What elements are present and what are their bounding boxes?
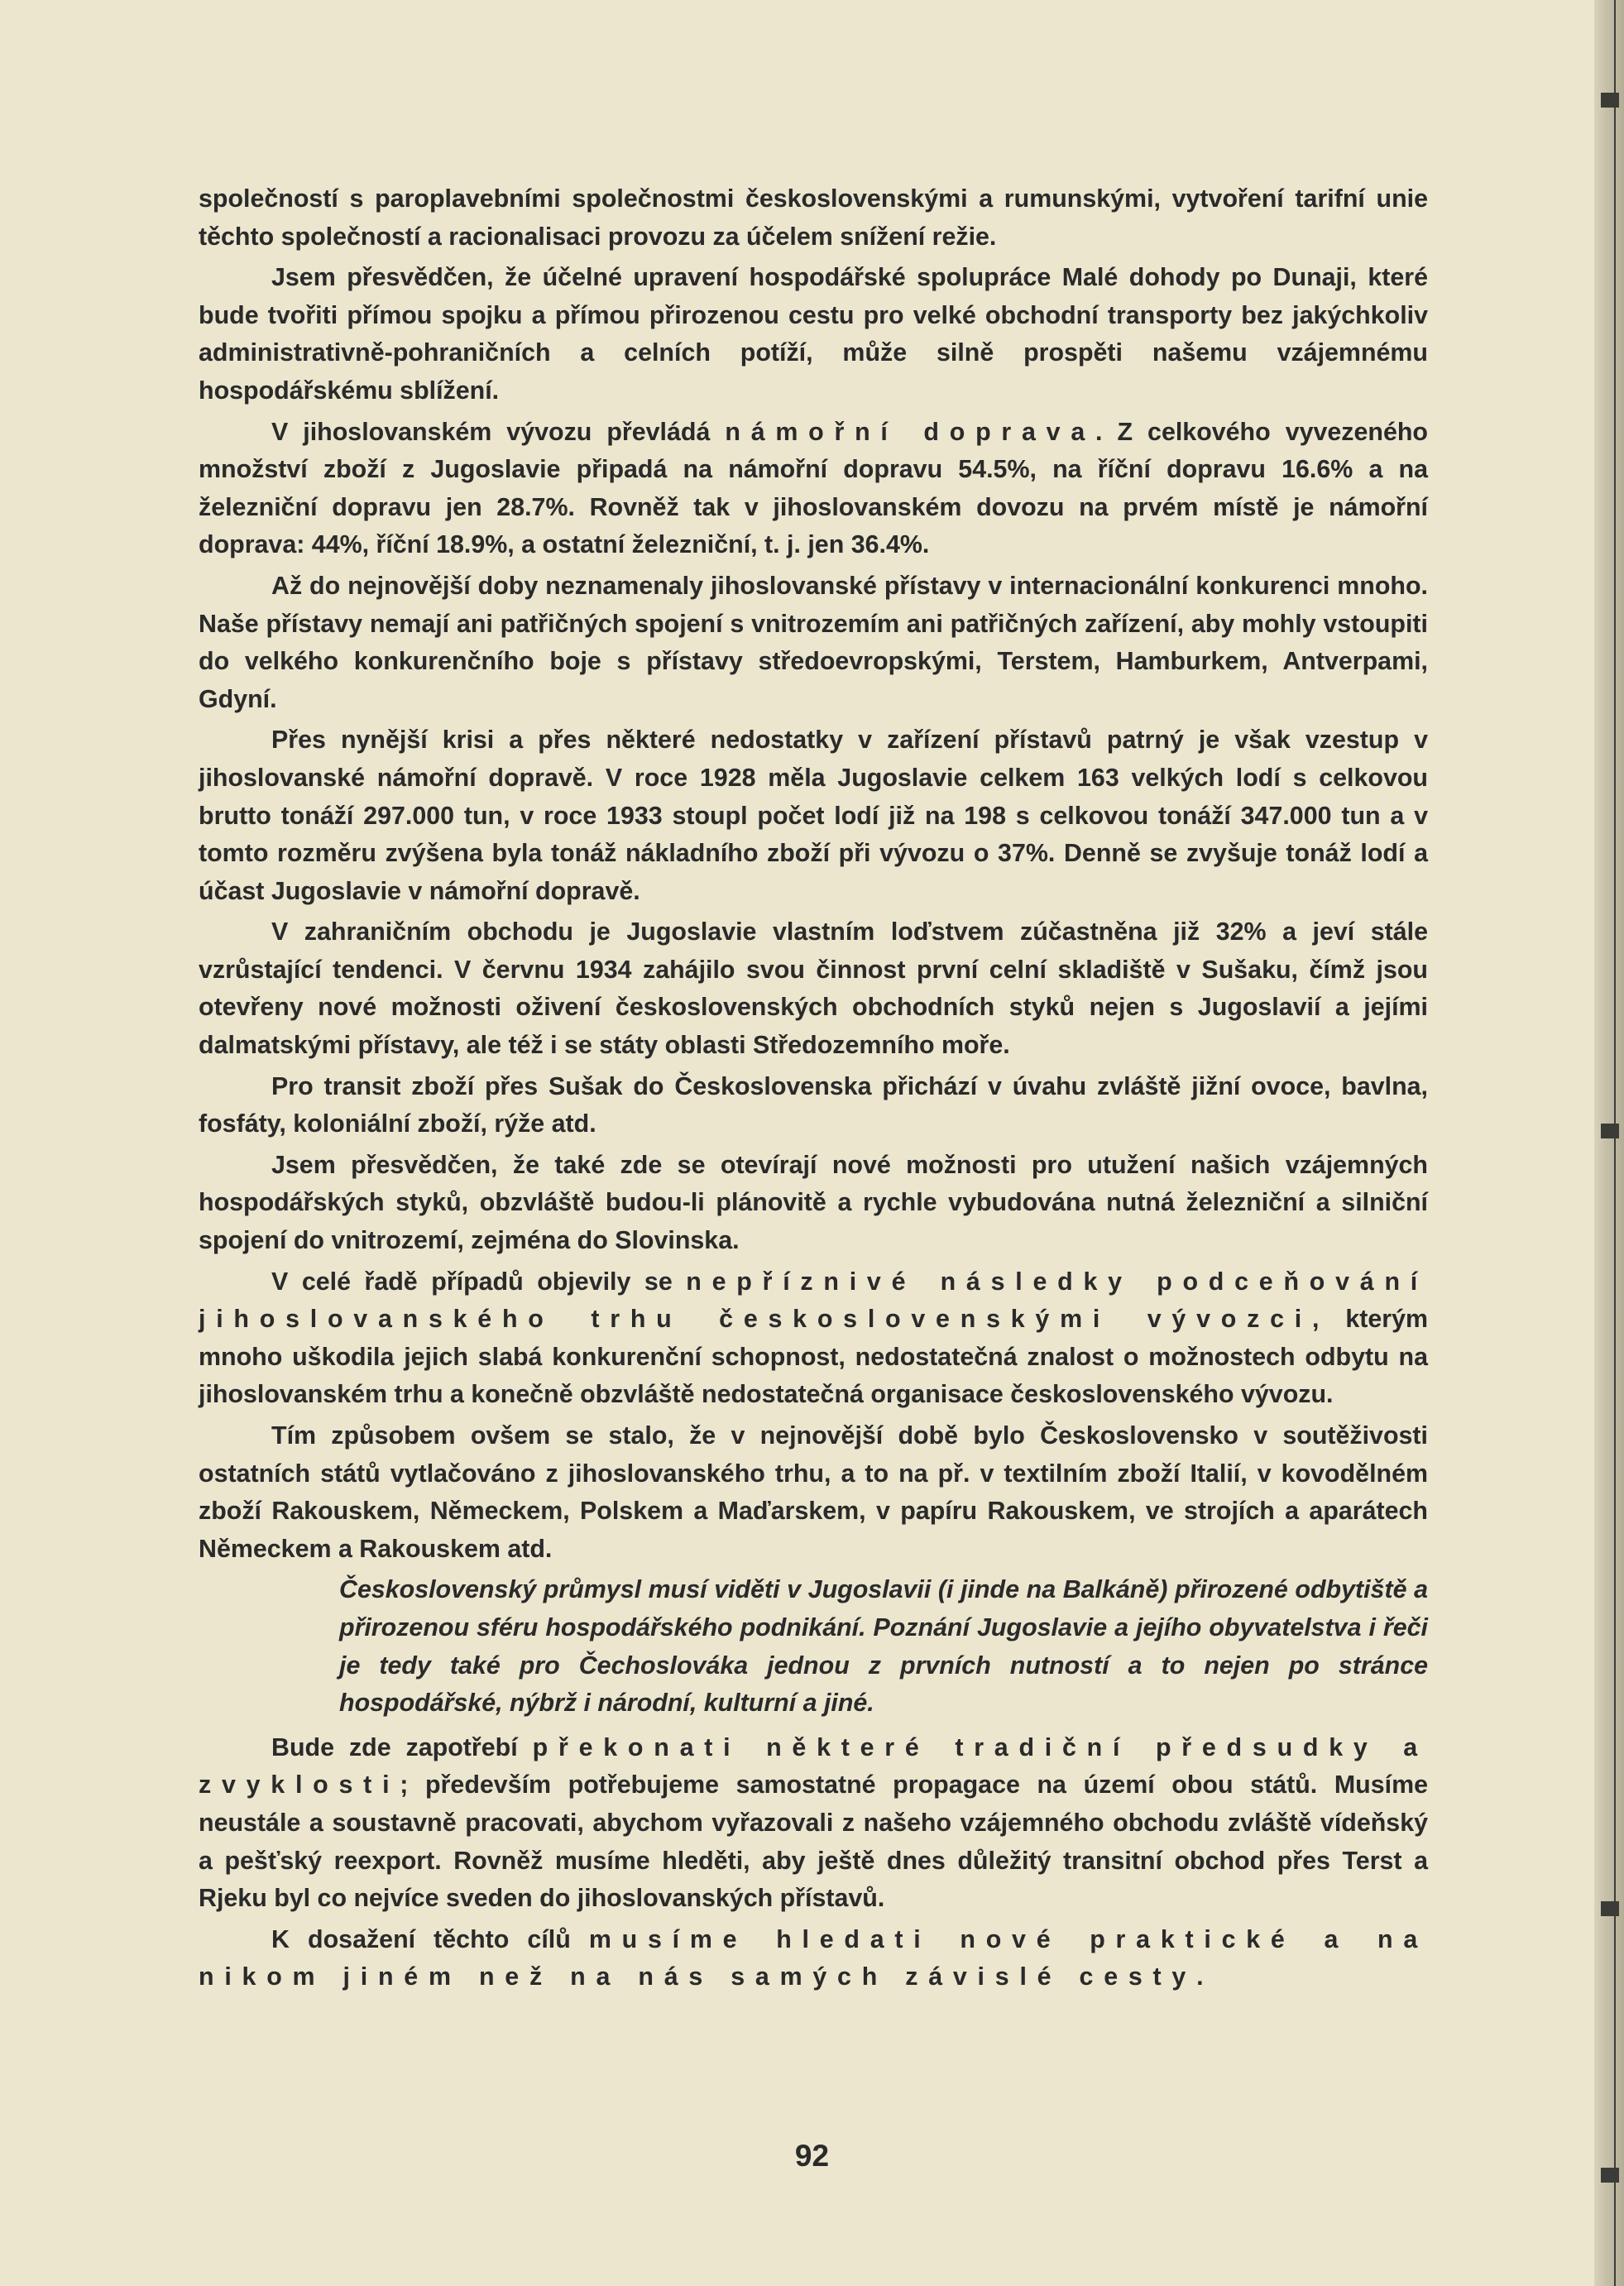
italic-quote: Československý průmysl musí viděti v Jugoslavii (i jinde na Balkáně) přirozené odbytiště a přirozenou sféru hospodářského podnikání. Poznání Jugoslavie a jejího obyvatelstva i řeči je tedy také pro Čechoslováka jednou z prvních nutností a to nejen po stránce hospodářské, nýbrž i národní, kulturní a jiné.: [339, 1575, 1428, 1718]
spaced-emphasis: námořní doprava: [725, 417, 1096, 446]
edge-tab-mark: [1601, 1124, 1619, 1138]
paragraph: V zahraničním obchodu je Jugoslavie vlastním loďstvem zúčastněna již 32% a jeví stále vzrůstající tendenci. V červnu 1934 zahájilo svou činnost první celní skladiště v Sušaku, čímž jsou otevřeny nové možnosti oživení československých obchodních styků nejen s Jugoslavií a jejími dalmatskými přístavy, ale též i se státy oblasti Středozemního moře.: [199, 918, 1428, 1060]
paragraph: Pro transit zboží přes Sušak do Československa přichází v úvahu zvláště jižní ovoce, bavlna, fosfáty, koloniální zboží, rýže atd.: [199, 1071, 1428, 1138]
paragraph: Jsem přesvědčen, že také zde se otevírají nové možnosti pro utužení našich vzájemných hospodářských styků, obzvláště budou-li plánovitě a rychle vybudována nutná železniční a silniční spojení do vnitrozemí, zejména do Slovinska.: [199, 1150, 1428, 1255]
paragraph: společností s paroplavebními společnostmi československými a rumunskými, vytvoření tarifní unie těchto společností a racionalisaci provozu za účelem snížení režie.: [199, 185, 1428, 251]
page-number: 92: [794, 2139, 830, 2173]
paragraph: Jsem přesvědčen, že účelné upravení hospodářské spolupráce Malé dohody po Dunaji, které bude tvořiti přímou spojku a přímou přirozenou cestu pro velké obchodní transporty bez jakýchkoliv administrativně-pohraničních a celních potíží, může silně prospěti našemu vzájemnému hospodářskému sblížení.: [199, 263, 1428, 405]
paragraph: V jihoslovanském vývozu převládá námořní doprava. Z celkového vyvezeného množství zboží z Jugoslavie připadá na námořní dopravu 54.5%, na říční dopravu 16.6% a na železniční dopravu jen 28.7%. Rovněž tak v jihoslovanském dovozu na prvém místě je námořní doprava: 44%, říční 18.9%, a ostatní železniční, t. j. jen 36.4%.: [199, 417, 1428, 559]
edge-tab-mark: [1601, 93, 1619, 108]
spaced-emphasis: překonati některé tradiční předsudky a zvyklosti: [199, 1732, 1428, 1800]
body-text: [199, 180, 1428, 2000]
paragraph: Bude zde zapotřebí překonati některé tradiční předsudky a zvyklosti; především potřebujeme samostatné propagace na území obou států. Musíme neustále a soustavně pracovati, abychom vyřazovali z našeho vzájemného obchodu zvláště vídeňský a pešťský reexport. Rovněž musíme hleděti, aby ještě dnes důležitý transitní obchod přes Terst a Rjeku byl co nejvíce sveden do jihoslovanských přístavů.: [199, 1732, 1428, 1913]
paragraph: V celé řadě případů objevily se nepříznivé následky podceňování jihoslovanského trhu československými vývozci, kterým mnoho uškodila jejich slabá konkurenční schopnost, nedostatečná znalost o možnostech odbytu na jihoslovanském trhu a konečně obzvláště nedostatečná organisace československého vývozu.: [199, 1267, 1428, 1409]
spaced-emphasis: musíme hledati nové praktické a na nikom jiném než na nás samých závislé cesty: [199, 1924, 1428, 1991]
paragraph: Tím způsobem ovšem se stalo, že v nejnovější době bylo Československo v soutěživosti ostatních států vytlačováno z jihoslovanského trhu, a to na př. v textilním zboží Italií, v kovodělném zboží Rakouskem, Německem, Polskem a Maďarskem, v papíru Rakouskem, ve strojích a aparátech Německem a Rakouskem atd.: [199, 1421, 1428, 1563]
paragraph: Přes nynější krisi a přes některé nedostatky v zařízení přístavů patrný je však vzestup v jihoslovanské námořní dopravě. V roce 1928 měla Jugoslavie celkem 163 velkých lodí s celkovou brutto tonáží 297.000 tun, v roce 1933 stoupl počet lodí již na 198 s celkovou tonáží 347.000 tun a v tomto rozměru zvýšena byla tonáž nákladního zboží při vývozu o 37%. Denně se zvyšuje tonáž lodí a účast Jugoslavie v námořní dopravě.: [199, 726, 1428, 905]
spaced-emphasis: nepříznivé následky podceňování jihoslovanského trhu československými vývozci: [199, 1267, 1428, 1334]
paragraph: Až do nejnovější doby neznamenaly jihoslovanské přístavy v internacionální konkurenci mnoho. Naše přístavy nemají ani patřičných spojení s vnitrozemím ani patřičných zařízení, aby mohly vstoupiti do velkého konkurenčního boje s přístavy středoevropskými, Terstem, Hamburkem, Antverpami, Gdyní.: [199, 571, 1428, 713]
edge-tab-mark: [1601, 1901, 1619, 1916]
paragraph: K dosažení těchto cílů musíme hledati nové praktické a na nikom jiném než na nás samých závislé cesty.: [199, 1924, 1428, 1991]
page-edge-shadow: [1594, 0, 1624, 2286]
page-edge-line: [1614, 0, 1616, 2286]
